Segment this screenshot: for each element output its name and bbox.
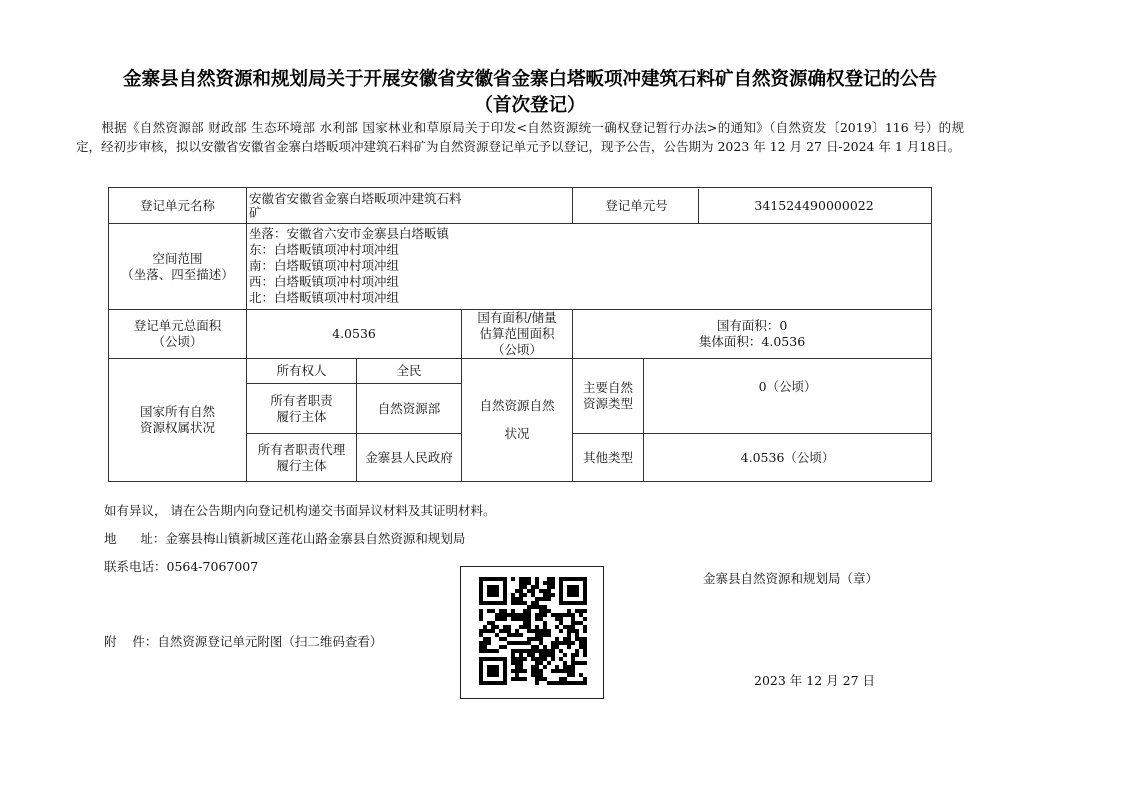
intro-paragraph — [76, 119, 964, 156]
unit-number-label: 登记单元号 — [575, 189, 699, 223]
duty-value: 自然资源部 — [357, 384, 462, 434]
objection-note: 如有异议， 请在公告期内向登记机构递交书面异议材料及其证明材料。 — [104, 503, 496, 518]
unit-name-text: 安徽省安徽省金寨白塔畈项冲建筑石料矿 — [249, 190, 462, 220]
qr-code[interactable] — [460, 566, 604, 699]
announcement-title: 金寨县自然资源和规划局关于开展安徽省安徽省金寨白塔畈项冲建筑石料矿自然资源确权登记的公告 — [122, 69, 937, 90]
qr-code-icon — [479, 577, 587, 685]
space-range-label: 空间范围 （坐落、四至描述） — [109, 224, 247, 310]
total-area-label: 登记单元总面积 （公顷） — [109, 310, 247, 359]
natural-status-label: 自然资源自然 状况 — [462, 359, 573, 482]
main-type-value: 0（公顷） — [644, 359, 932, 434]
unit-name-label: 登记单元名称 — [109, 188, 247, 224]
unit-name-value — [247, 188, 573, 224]
location-line: 坐落：安徽省六安市金寨县白塔畈镇 — [249, 226, 450, 241]
phone-line: 联系电话：0564-7067007 — [104, 559, 259, 574]
boundary-west: 西：白塔畈镇项冲村项冲组 — [249, 274, 400, 289]
space-range-description — [247, 224, 932, 310]
agency-stamp-line: 金寨县自然资源和规划局（章） — [703, 571, 879, 586]
main-type-label: 主要自然 资源类型 — [573, 359, 644, 434]
unit-number-value: 341524490000022 — [754, 197, 874, 213]
boundary-north: 北：白塔畈镇项冲村项冲组 — [249, 290, 400, 305]
intro-text: 根据《自然资源部 财政部 生态环境部 水利部 国家林业和草原局关于印发<自然资源统一确权登记暂行办法>的通知》（自然资发〔2019〕116 号）的规定，经初步审核，拟以安徽省安徽省金寨白塔畈项冲建筑石料矿为自然资源登记单元予以登记，现予公告，公告期为 2023 年 12 月 27 日-2024 年 1 月18日。 — [76, 120, 964, 154]
state-area-values: 国有面积：0 集体面积：4.0536 — [573, 310, 932, 359]
owner-value: 全民 — [357, 359, 462, 384]
owner-label: 所有权人 — [247, 359, 357, 384]
other-type-value: 4.0536（公顷） — [644, 434, 932, 482]
unit-number-cells — [573, 188, 932, 224]
agent-value: 金寨县人民政府 — [357, 434, 462, 482]
other-type-label: 其他类型 — [573, 434, 644, 482]
attachment-line: 附 件：自然资源登记单元附图（扫二维码查看） — [104, 634, 383, 649]
announcement-subtitle: （首次登记） — [474, 95, 586, 116]
total-area-value: 4.0536 — [247, 310, 462, 359]
agent-label: 所有者职责代理 履行主体 — [247, 434, 357, 482]
registration-table — [108, 187, 932, 482]
boundary-south: 南：白塔畈镇项冲村项冲组 — [249, 258, 400, 273]
boundary-east: 东：白塔畈镇项冲村项冲组 — [249, 242, 400, 257]
ownership-status-label: 国家所有自然 资源权属状况 — [109, 359, 247, 482]
state-area-label: 国有面积/储量 估算范围面积 （公顷） — [462, 310, 573, 359]
signature-date: 2023 年 12 月 27 日 — [754, 673, 875, 688]
duty-label: 所有者职责 履行主体 — [247, 384, 357, 434]
address-line: 地 址：金寨县梅山镇新城区莲花山路金寨县自然资源和规划局 — [104, 531, 466, 546]
